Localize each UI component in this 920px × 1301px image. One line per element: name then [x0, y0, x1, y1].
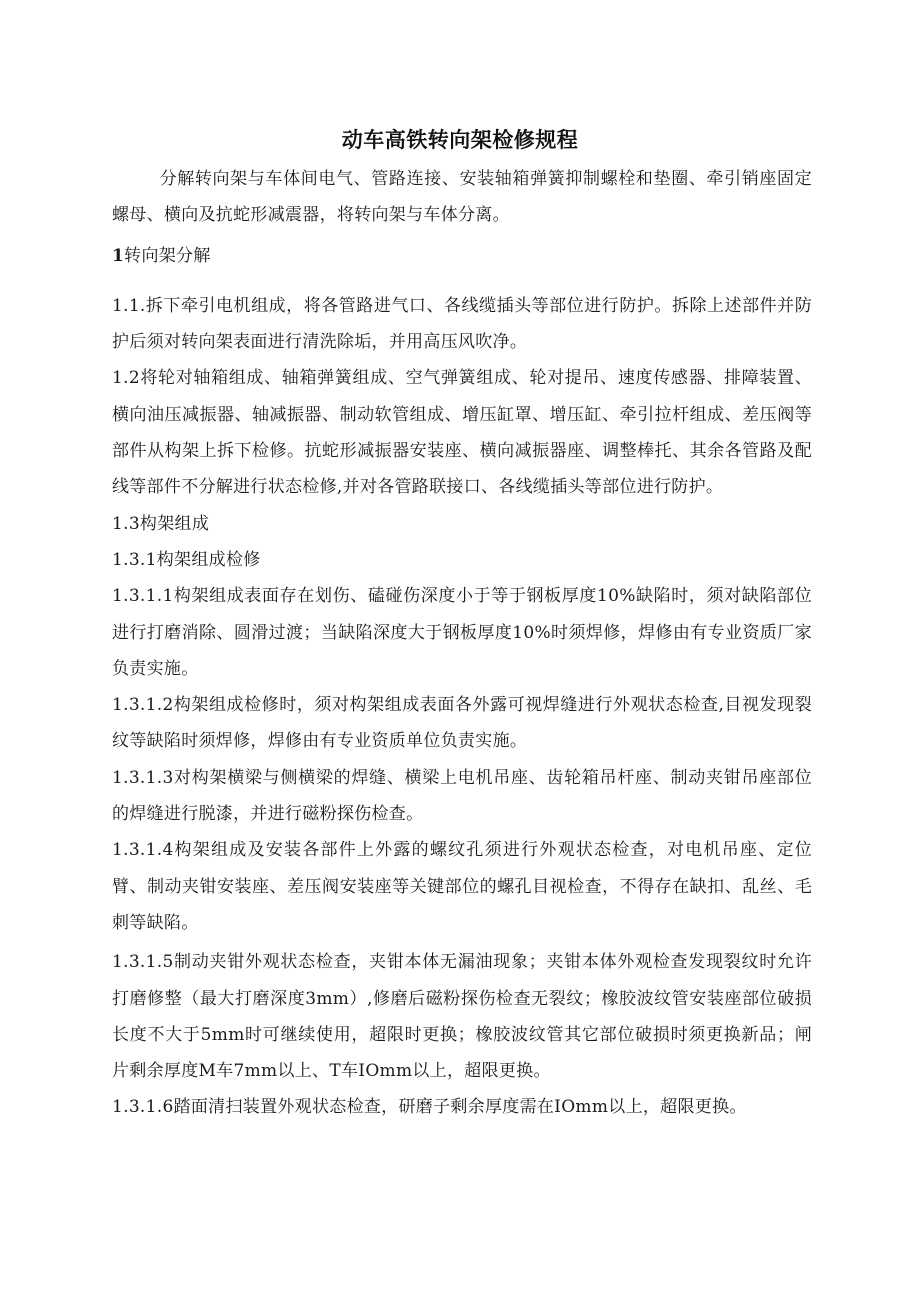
paragraph-1-1: 1.1.拆下牵引电机组成，将各管路进气口、各线缆插头等部位进行防护。拆除上述部件并防护后须对转向架表面进行清洗除垢，并用高压风吹净。 — [112, 295, 812, 353]
document-title: 动车高铁转向架检修规程 — [341, 128, 579, 152]
paragraph-1-3-1-5: 1.3.1.5制动夹钳外观状态检查，夹钳本体无漏油现象；夹钳本体外观检查发现裂纹时允许打磨修整（最大打磨深度3mm）,修磨后磁粉探伤检查无裂纹；橡胶波纹管安装座部位破损长度不大于5mm时可继续使用，超限时更换；橡胶波纹管其它部位破损时须更换新品；闸片剩余厚度M车7mm以上、T车IOmm以上，超限更换。 — [112, 952, 812, 1082]
section-heading — [112, 238, 812, 274]
paragraph-1-3-1-4: 1.3.1.4构架组成及安装各部件上外露的螺纹孔须进行外观状态检查，对电机吊座、定位臂、制动夹钳安装座、差压阀安装座等关键部位的螺孔目视检查，不得存在缺扣、乱丝、毛刺等缺陷。 — [112, 840, 812, 933]
paragraph-1-2: 1.2将轮对轴箱组成、轴箱弹簧组成、空气弹簧组成、轮对提吊、速度传感器、排障装置、横向油压减振器、轴减振器、制动软管组成、增压缸罩、增压缸、牵引拉杆组成、差压阀等部件从构架上拆下检修。抗蛇形减振器安装座、横向减振器座、调整棒托、其余各管路及配线等部件不分解进行状态检修,并对各管路联接口、各线缆插头等部位进行防护。 — [112, 368, 812, 498]
subheading-1-3: 1.3构架组成 — [112, 513, 210, 534]
paragraph-1-3-1-2: 1.3.1.2构架组成检修时，须对构架组成表面各外露可视焊缝进行外观状态检查,目视发现裂纹等缺陷时须焊修，焊修由有专业资质单位负责实施。 — [112, 695, 812, 752]
section-title: 转向架分解 — [124, 245, 211, 266]
document-body — [112, 161, 812, 1126]
paragraph-1-3-1-6: 1.3.1.6踏面清扫装置外观状态检查，研磨子剩余厚度需在IOmm以上，超限更换。 — [112, 1097, 747, 1118]
section-number: 1 — [112, 245, 125, 266]
paragraph-1-3-1-1: 1.3.1.1构架组成表面存在划伤、磕碰伤深度小于等于钢板厚度10%缺陷时，须对缺陷部位进行打磨消除、圆滑过渡；当缺陷深度大于钢板厚度10%时须焊修，焊修由有专业资质厂家负责实施。 — [112, 586, 812, 679]
intro-paragraph: 分解转向架与车体间电气、管路连接、安装轴箱弹簧抑制螺栓和垫圈、牵引销座固定螺母、横向及抗蛇形减震器，将转向架与车体分离。 — [112, 169, 812, 226]
paragraph-1-3-1-3: 1.3.1.3对构架横梁与侧横梁的焊缝、横梁上电机吊座、齿轮箱吊杆座、制动夹钳吊座部位的焊缝进行脱漆，并进行磁粉探伤检查。 — [112, 767, 812, 825]
subheading-1-3-1: 1.3.1构架组成检修 — [112, 549, 261, 570]
